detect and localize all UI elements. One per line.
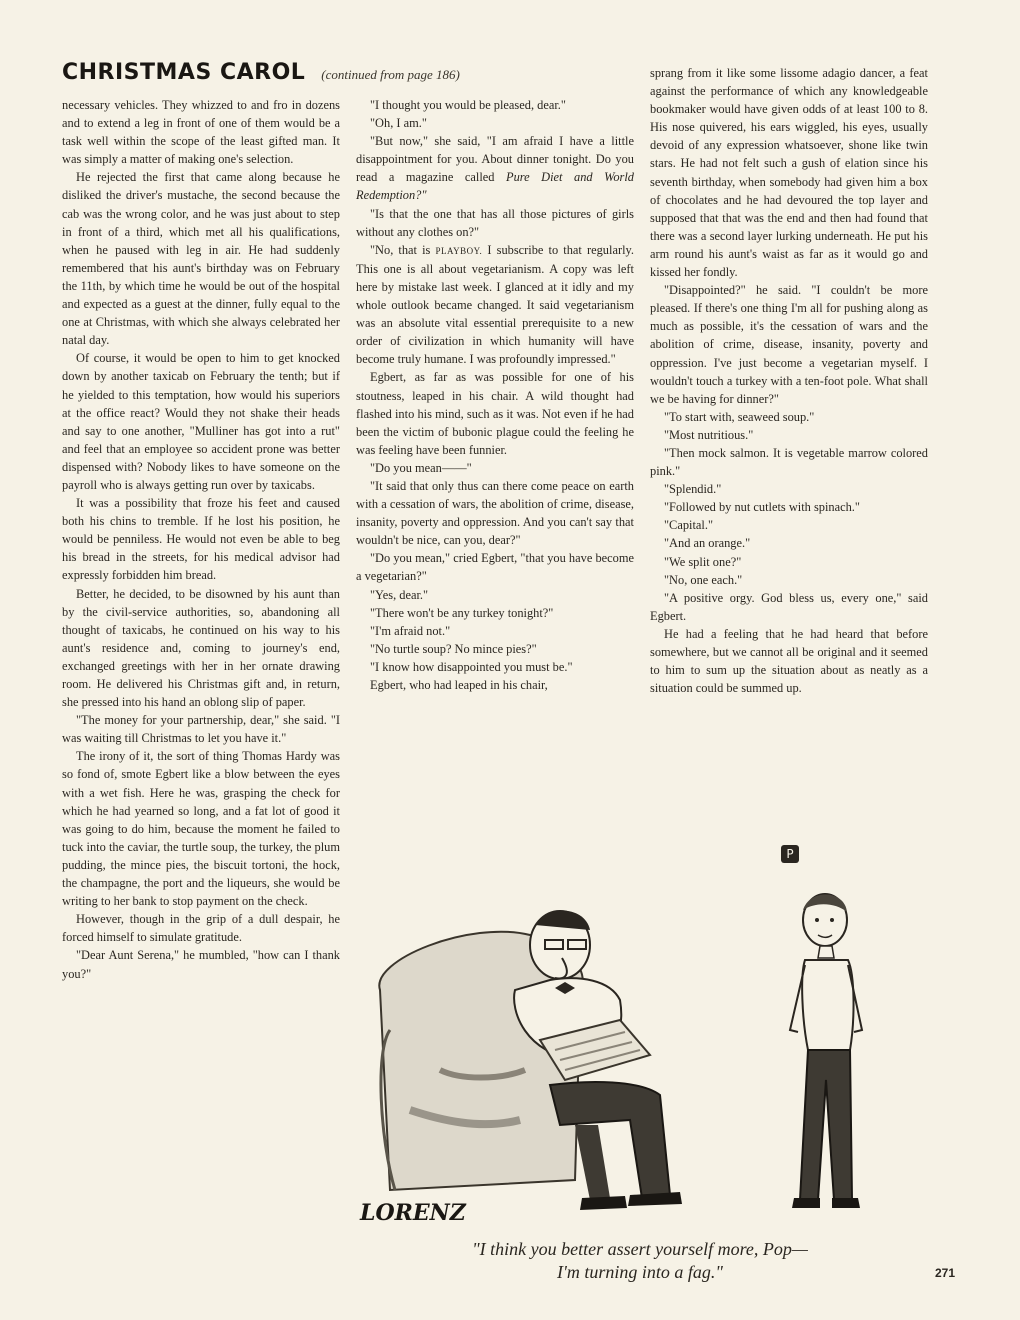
end-mark-icon: P xyxy=(781,845,799,863)
paragraph: "Splendid." xyxy=(664,482,722,497)
paragraph: "Then mock salmon. It is vegetable marrow colored pink." xyxy=(650,445,928,479)
paragraph: It was a possibility that froze his feet and caused both his chins to tremble. If he lost his position, he would be penniless. He would not even be able to beg his bread in the streets, for his medical advisor had expressly forbidden him bread. xyxy=(62,496,340,583)
caption-line: "I think you better assert yourself more, Pop— xyxy=(472,1239,808,1259)
paragraph: "It said that only thus can there come peace on earth with a cessation of wars, the abolition of crime, disease, insanity, poverty and oppression. And you can't say that wouldn't be nice, can you, dear?" xyxy=(356,478,634,548)
paragraph: "A positive orgy. God bless us, every one," said Egbert. xyxy=(650,590,928,623)
caption-line: I'm turning into a fag." xyxy=(557,1262,723,1282)
paragraph: "We split one?" xyxy=(664,554,742,569)
artist-signature: LORENZ xyxy=(360,1200,466,1226)
paragraph: "Followed by nut cutlets with spinach." xyxy=(664,500,860,515)
paragraph: "Most nutritious." xyxy=(664,427,754,442)
paragraph: "And an orange." xyxy=(664,536,751,551)
standing-boy-figure xyxy=(790,894,862,1208)
text-column-1 xyxy=(62,96,340,983)
paragraph: He had a feeling that he had heard that before somewhere, but we cannot all be original and it seemed to him to sum up the situation about as neatly as a situation could be summed up. xyxy=(650,626,928,696)
playboy-smallcaps: PLAYBOY. xyxy=(435,245,483,256)
paragraph: "Dear Aunt Serena," he mumbled, "how can I thank you?" xyxy=(62,948,340,981)
cartoon-illustration xyxy=(350,880,950,1230)
paragraph: "To start with, seaweed soup." xyxy=(664,409,815,424)
paragraph: "Capital." xyxy=(664,518,713,533)
paragraph: "Do you mean——" xyxy=(370,460,472,475)
text-fragment: "No, that is xyxy=(370,242,431,257)
paragraph: "I know how disappointed you must be." xyxy=(370,659,573,674)
article-header xyxy=(62,60,622,94)
paragraph: "No turtle soup? No mince pies?" xyxy=(370,641,537,656)
paragraph: "Yes, dear." xyxy=(370,587,429,602)
paragraph: "Do you mean," cried Egbert, "that you have become a vegetarian?" xyxy=(356,551,634,584)
paragraph: "I thought you would be pleased, dear." xyxy=(370,98,566,112)
paragraph: Egbert, who had leaped in his chair, xyxy=(370,678,548,692)
paragraph: "There won't be any turkey tonight?" xyxy=(370,605,554,620)
text-fragment: I subscribe to that regularly. This one is all about vegetarianism. A copy was left here by mistake last week. I glanced at it idly and my whole outlook became changed. It said vegetarianism was an absolute vital essential prerequisite to a new order of civilization in which humanity will have become truly humane. I was profoundly impressed." xyxy=(356,242,635,367)
paragraph: The irony of it, the sort of thing Thomas Hardy was so fond of, smote Egbert like a blow between the eyes with a wet fish. Here he was, grasping the check for which he had yearned so long, and a fat lot of good it was going to do him, because the moment he failed to tuck into the caviar, the turtle soup, the turkey, the plum pudding, the mince pies, the biscuit tortoni, the hock, the champagne, the port and the liqueurs, she would be writing to her bank to stop payment on the check. xyxy=(62,749,340,909)
paragraph: "The money for your partnership, dear," she said. "I was waiting till Christmas to let you have it." xyxy=(62,713,340,746)
continuation-note: (continued from page 186) xyxy=(321,67,460,82)
paragraph: necessary vehicles. They whizzed to and fro in dozens and to extend a leg in front of one of them would be a task well within the scope of the least gifted man. It was simply a matter of making one's selection. xyxy=(62,98,340,167)
paragraph xyxy=(356,241,634,369)
paragraph: Better, he decided, to be disowned by his aunt than by the civil-service authorities, so, abandoning all thought of taxicabs, he continued on his way to his aunt's residence and, coming to journey's end, exchanged greetings with her in her ornate drawing room. He delivered his Christmas gift and, in return, she pressed into his hand an oblong slip of paper. xyxy=(62,586,340,710)
article-title: CHRISTMAS CAROL xyxy=(62,60,306,85)
cartoon-caption xyxy=(400,1238,880,1284)
paragraph: Egbert, as far as was possible for one of his stoutness, leaped in his chair. A wild thought had flashed into his mind, such as it was. Not even if he had been the victim of bubonic plague could the feeling he was feeling have been funnier. xyxy=(356,370,634,457)
paragraph: "No, one each." xyxy=(664,572,743,587)
paragraph: "Disappointed?" he said. "I couldn't be more pleased. If there's one thing I'm all for pushing along as much as possible, it's the cessation of wars and the abolition of crime, disease, insanity, poverty and oppression. I've just become a vegetarian myself. I wouldn't touch a turkey with a ten-foot pole. What shall we be having for dinner?" xyxy=(650,283,928,406)
paragraph: sprang from it like some lissome adagio dancer, a feat against the performance of which any knowledgeable bookmaker would have given odds of at least 100 to 8. His nose quivered, his ears wiggled, his eyes, usually devoid of any expression whatsoever, shone like twin stars. He had not felt such a gush of elation since his seventh birthday, when somebody had given him a box of chocolates and he had devoured the top layer and supposed that that was the end and then had found that there was a second layer lurking underneath. He put his arm round his aunt's waist as far as it would go and kissed her fondly. xyxy=(650,66,928,280)
paragraph: Of course, it would be open to him to get knocked down by another taxicab on February the tenth; but if he yielded to this temptation, how would his superiors at the office react? Would they not shake their heads and say to one another, "Mulliner has got into a rut" and feel that an employee so accident prone was better dispensed with? Nobody likes to have someone on the payroll who is always getting run over by taxicabs. xyxy=(62,351,340,492)
magazine-title: Pure Diet and World Redemption?" xyxy=(356,170,634,203)
text-column-3 xyxy=(650,64,928,697)
text-fragment: "But now," she said, "I am afraid I have a little disappointment for you. About dinner tonight. Do you read a magazine called xyxy=(356,134,634,185)
text-column-2 xyxy=(356,96,634,694)
paragraph: However, though in the grip of a dull despair, he forced himself to simulate gratitude. xyxy=(62,912,340,945)
page-number: 271 xyxy=(935,1266,956,1280)
paragraph: "Oh, I am." xyxy=(370,116,427,131)
paragraph: "Is that the one that has all those pictures of girls without any clothes on?" xyxy=(356,206,634,239)
paragraph: "I'm afraid not." xyxy=(370,623,451,638)
paragraph: He rejected the first that came along because he disliked the driver's mustache, the second because the cab was the wrong color, and he was just about to step in front of a third, which met all his qualifications, when he paused with leg in air. He had suddenly remembered that his aunt's birthday was on February the 11th, by which time he would be out of the hospital and expected as a guest at the dinner, fully equal to the one at Christmas, with which she always celebrated her natal day. xyxy=(62,170,340,348)
paragraph xyxy=(356,132,634,204)
